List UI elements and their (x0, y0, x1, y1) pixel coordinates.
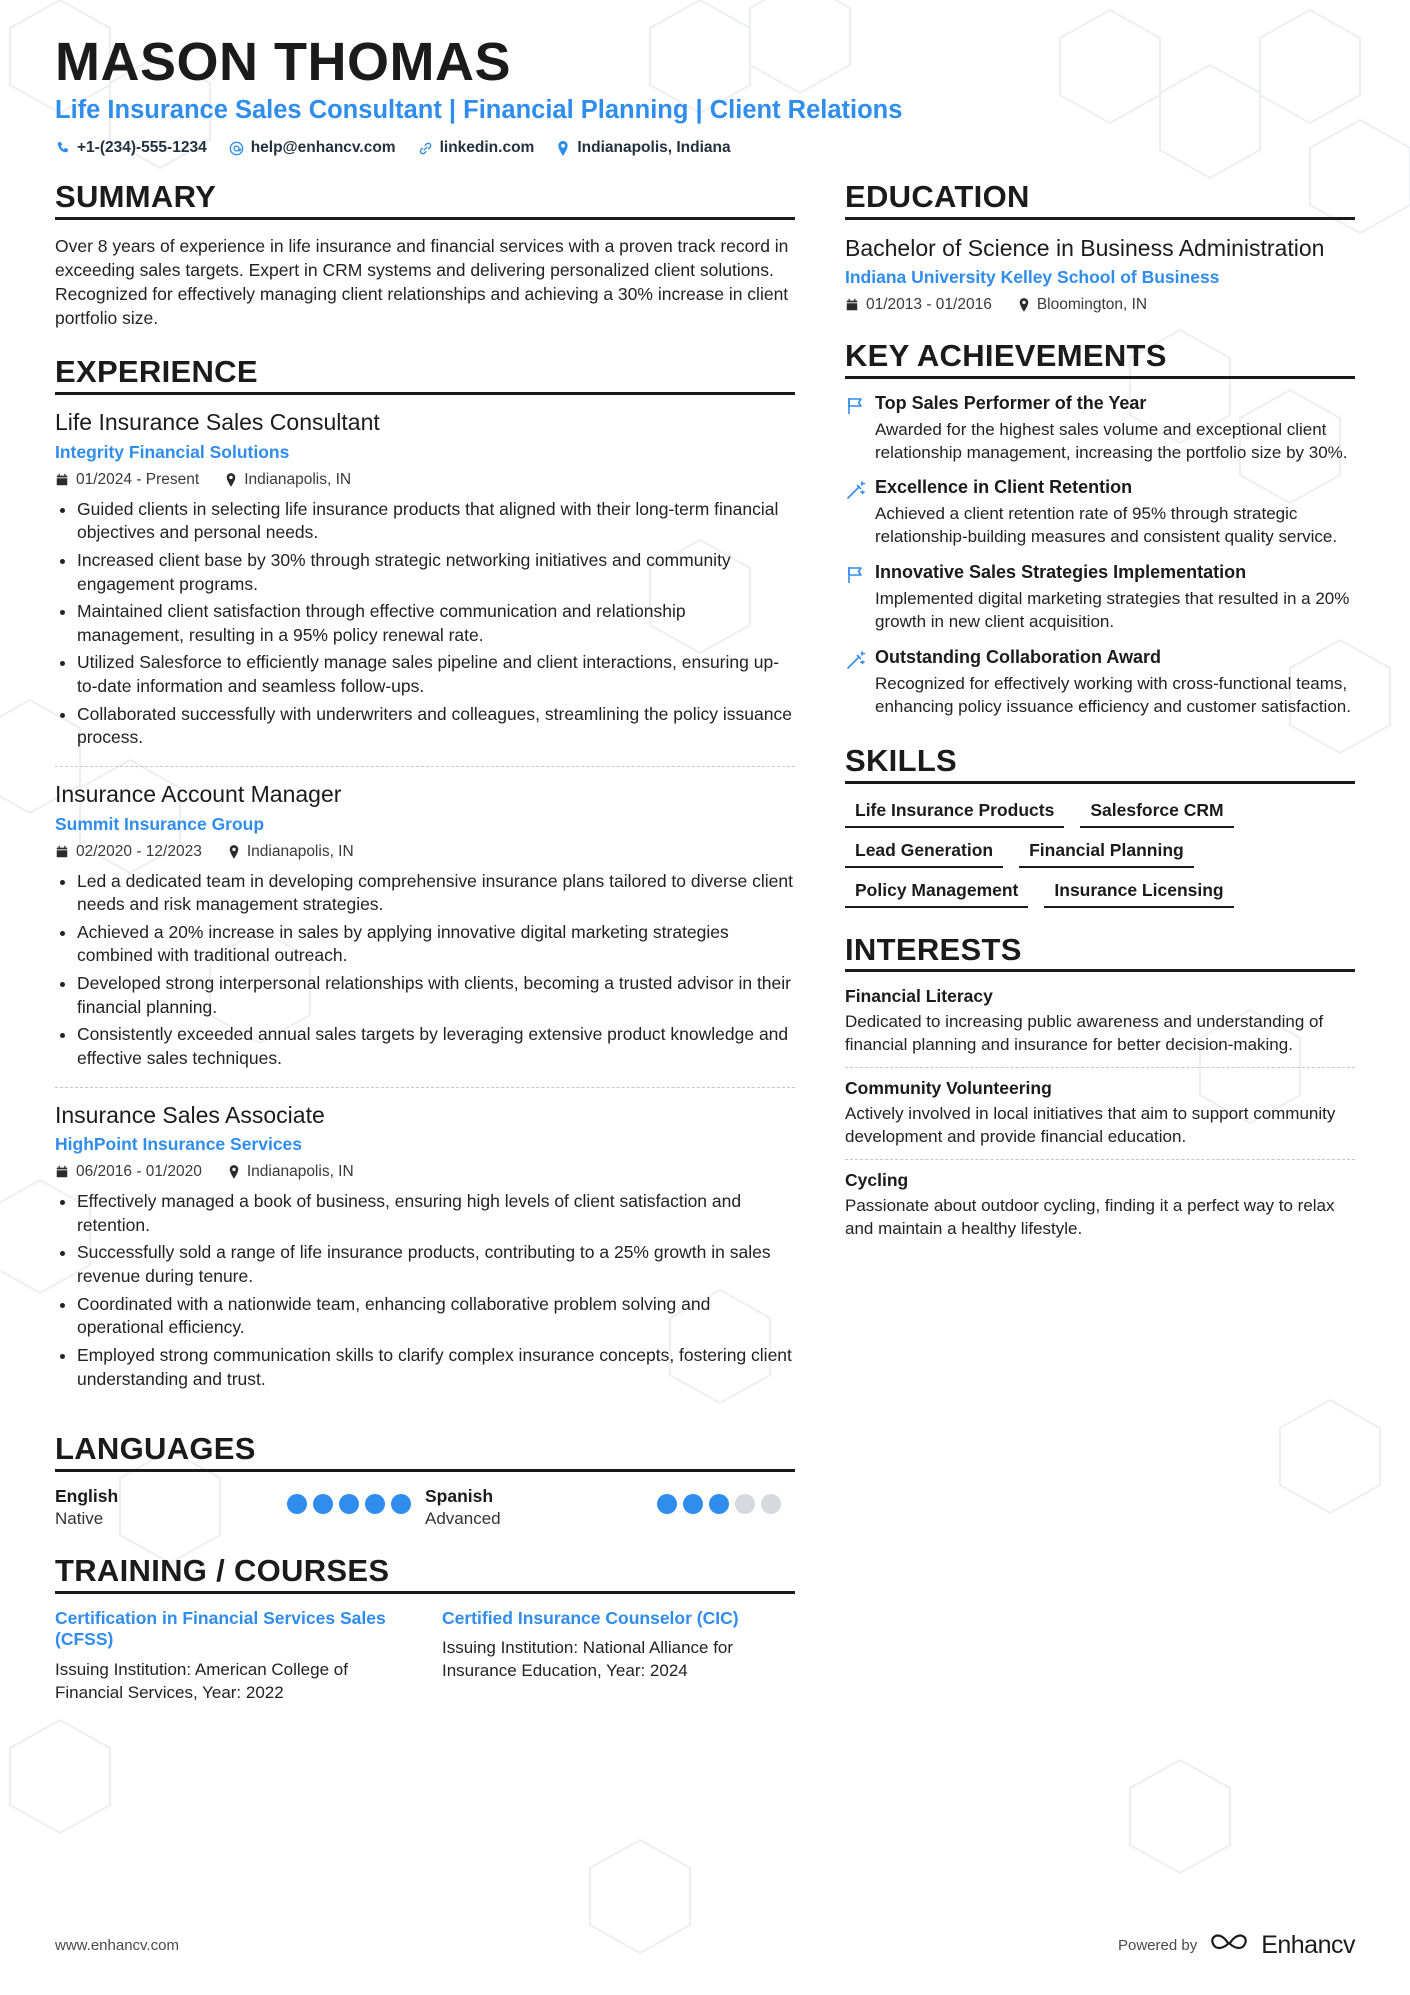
job-location-label: Indianapolis, IN (246, 1163, 354, 1181)
calendar-icon (55, 845, 69, 859)
contact-location (556, 139, 730, 157)
education-school[interactable]: Indiana University Kelley School of Business (845, 266, 1220, 287)
job-bullet: • Collaborated successfully with underwriters and colleagues, streamlining the policy issuance process. (77, 703, 795, 750)
achievement-item (845, 393, 1355, 465)
section-experience (55, 354, 795, 1407)
contact-phone-label: +1-(234)-555-1234 (77, 139, 207, 157)
location-icon (556, 141, 570, 156)
job-role: Life Insurance Sales Consultant (55, 409, 380, 436)
experience-item (55, 766, 795, 1087)
job-location (228, 1163, 354, 1181)
education-heading: EDUCATION (845, 179, 1355, 220)
job-bullet: • Employed strong communication skills to clarify complex insurance concepts, fostering client understanding and trust. (77, 1344, 795, 1391)
headline: Life Insurance Sales Consultant | Financial Planning | Client Relations (55, 95, 903, 124)
job-dates-label: 01/2024 - Present (76, 470, 200, 488)
achievements-heading: KEY ACHIEVEMENTS (845, 338, 1355, 379)
skill-tag: Lead Generation (845, 838, 1003, 868)
calendar-icon (845, 298, 859, 312)
section-training (55, 1553, 795, 1705)
job-bullets (55, 870, 795, 1071)
contact-link-label: linkedin.com (439, 139, 535, 157)
achievement-title: Innovative Sales Strategies Implementation (875, 562, 1247, 583)
location-icon (228, 1165, 240, 1179)
interest-name: Cycling (845, 1169, 909, 1190)
job-bullet: • Coordinated with a nationwide team, enhancing collaborative problem solving and operational efficiency. (77, 1293, 795, 1340)
magic-wand-icon (845, 479, 875, 506)
contact-phone[interactable] (55, 139, 207, 157)
interest-name: Financial Literacy (845, 986, 993, 1007)
section-skills (845, 743, 1355, 908)
magic-wand-icon (845, 649, 875, 676)
summary-heading: SUMMARY (55, 179, 795, 220)
skill-tag: Policy Management (845, 878, 1028, 908)
job-dates-label: 06/2016 - 01/2020 (76, 1163, 202, 1181)
job-location-label: Indianapolis, IN (244, 470, 352, 488)
achievement-item (845, 562, 1355, 634)
job-meta (55, 1163, 795, 1181)
interest-item (845, 1159, 1355, 1251)
job-dates (55, 471, 199, 489)
language-item (425, 1486, 795, 1529)
achievement-item (845, 477, 1355, 549)
training-name[interactable]: Certified Insurance Counselor (CIC) (442, 1607, 739, 1628)
job-bullet: • Successfully sold a range of life insurance products, contributing to a 25% growth in sales revenue during tenure. (77, 1241, 795, 1288)
achievement-description: Implemented digital marketing strategies that resulted in a 20% growth in new client acquisition. (875, 589, 1350, 632)
experience-heading: EXPERIENCE (55, 354, 795, 395)
calendar-icon (55, 1165, 69, 1179)
achievement-description: Awarded for the highest sales volume and exceptional client relationship management, increasing the portfolio size by 30%. (875, 419, 1348, 462)
language-item (55, 1486, 425, 1529)
calendar-icon (55, 473, 69, 487)
training-description: Issuing Institution: National Alliance for Insurance Education, Year: 2024 (442, 1638, 734, 1681)
job-company[interactable]: Integrity Financial Solutions (55, 441, 290, 462)
skill-tag: Financial Planning (1019, 838, 1194, 868)
training-item (55, 1608, 408, 1706)
section-education (845, 179, 1355, 314)
training-item (442, 1608, 795, 1706)
skill-tag: Salesforce CRM (1080, 798, 1233, 828)
contact-row (55, 139, 1355, 157)
section-achievements (845, 338, 1355, 719)
job-bullet: • Increased client base by 30% through strategic networking initiatives and community engagement programs. (77, 549, 795, 596)
language-name: Spanish (425, 1485, 494, 1506)
job-role: Insurance Sales Associate (55, 1101, 325, 1128)
job-location (228, 843, 354, 861)
education-dates-label: 01/2013 - 01/2016 (866, 295, 992, 313)
footer-url[interactable]: www.enhancv.com (55, 1937, 179, 1954)
job-bullet: • Developed strong interpersonal relationships with clients, becoming a trusted advisor in their financial planning. (77, 972, 795, 1019)
location-icon (225, 473, 237, 487)
page-title: MASON THOMAS (55, 32, 511, 92)
page-footer (55, 1930, 1355, 1961)
job-company[interactable]: Summit Insurance Group (55, 813, 265, 834)
interest-item (845, 986, 1355, 1067)
training-heading: TRAINING / COURSES (55, 1553, 795, 1594)
achievement-title: Top Sales Performer of the Year (875, 392, 1147, 413)
job-company[interactable]: HighPoint Insurance Services (55, 1134, 303, 1155)
skill-tag: Insurance Licensing (1044, 878, 1233, 908)
job-bullet: • Consistently exceeded annual sales targets by leveraging extensive product knowledge and effective sales techniques. (77, 1023, 795, 1070)
section-interests (845, 932, 1355, 1251)
job-bullet: • Guided clients in selecting life insurance products that aligned with their long-term financial objectives and personal needs. (77, 498, 795, 545)
job-dates (55, 843, 202, 861)
job-role: Insurance Account Manager (55, 780, 342, 807)
location-icon (228, 845, 240, 859)
job-bullets (55, 1190, 795, 1391)
language-name: English (55, 1485, 119, 1506)
email-icon (229, 141, 244, 156)
achievement-description: Recognized for effectively working with cross-functional teams, enhancing policy issuance efficiency and customer satisfaction. (875, 674, 1351, 716)
interest-description: Passionate about outdoor cycling, finding it a perfect way to relax and maintain a healthy lifestyle. (845, 1195, 1335, 1238)
languages-heading: LANGUAGES (55, 1431, 795, 1472)
link-icon (418, 141, 433, 156)
flag-icon (845, 564, 875, 591)
job-bullet: • Achieved a 20% increase in sales by applying innovative digital marketing strategies combined with traditional outreach. (77, 921, 795, 968)
left-column (55, 179, 795, 1729)
job-dates (55, 1163, 202, 1181)
contact-link[interactable] (418, 139, 535, 157)
job-meta (55, 471, 795, 489)
language-level: Advanced (425, 1508, 501, 1528)
interest-item (845, 1067, 1355, 1159)
achievement-item (845, 647, 1355, 719)
summary-text: Over 8 years of experience in life insurance and financial services with a proven track record in exceeding sales targets. Expert in CRM systems and delivering personalized client solutions. Recognized for effectively managing client relationships and achieving a 30% increase in client portfolio size. (55, 235, 789, 329)
section-summary (55, 179, 795, 330)
interests-heading: INTERESTS (845, 932, 1355, 973)
training-description: Issuing Institution: American College of Financial Services, Year: 2022 (55, 1660, 348, 1703)
interest-name: Community Volunteering (845, 1078, 1052, 1099)
skills-heading: SKILLS (845, 743, 1355, 784)
location-icon (1018, 298, 1030, 312)
job-location-label: Indianapolis, IN (246, 842, 354, 860)
resume-header (55, 34, 1355, 157)
interest-description: Dedicated to increasing public awareness and understanding of financial planning and insurance for better decision-making. (845, 1012, 1324, 1055)
job-meta (55, 843, 795, 861)
experience-item (55, 1087, 795, 1408)
language-rating (651, 1494, 781, 1514)
job-bullet: • Effectively managed a book of business, ensuring high levels of client satisfaction and retention. (77, 1190, 795, 1237)
enhancv-logo-icon (1209, 1930, 1249, 1961)
achievement-title: Excellence in Client Retention (875, 477, 1133, 498)
powered-by-label: Powered by (1117, 1937, 1198, 1954)
job-bullet: • Utilized Salesforce to efficiently manage sales pipeline and client interactions, ensuring up-to-date information and seamless follow-ups. (77, 651, 795, 698)
job-bullet: • Maintained client satisfaction through effective communication and relationship management, resulting in a 95% policy renewal rate. (77, 600, 795, 647)
achievement-description: Achieved a client retention rate of 95% through strategic relationship-building measures and consistent quality service. (875, 504, 1338, 547)
right-column (845, 179, 1355, 1729)
language-level: Native (55, 1508, 104, 1528)
job-bullet: • Led a dedicated team in developing comprehensive insurance plans tailored to diverse client needs and risk management strategies. (77, 870, 795, 917)
education-item (845, 234, 1355, 314)
interest-description: Actively involved in local initiatives that aim to support community development and provide financial education. (845, 1104, 1336, 1147)
achievement-title: Outstanding Collaboration Award (875, 647, 1162, 668)
education-meta (845, 296, 1355, 314)
contact-email-label: help@enhancv.com (250, 139, 396, 157)
education-location (1018, 296, 1147, 314)
job-dates-label: 02/2020 - 12/2023 (76, 842, 202, 860)
brand-name: Enhancv (1261, 1931, 1355, 1959)
training-name[interactable]: Certification in Financial Services Sales (CFSS) (55, 1607, 386, 1650)
language-rating (281, 1494, 411, 1514)
skill-tag: Life Insurance Products (845, 798, 1064, 828)
section-languages (55, 1431, 795, 1529)
job-bullets (55, 498, 795, 750)
phone-icon (55, 141, 70, 156)
experience-item (55, 409, 795, 766)
contact-email[interactable] (229, 139, 396, 157)
education-dates (845, 296, 992, 314)
education-degree: Bachelor of Science in Business Administration (845, 234, 1325, 261)
contact-location-label: Indianapolis, Indiana (577, 139, 731, 157)
flag-icon (845, 395, 875, 422)
job-location (225, 471, 351, 489)
education-location-label: Bloomington, IN (1036, 295, 1148, 313)
